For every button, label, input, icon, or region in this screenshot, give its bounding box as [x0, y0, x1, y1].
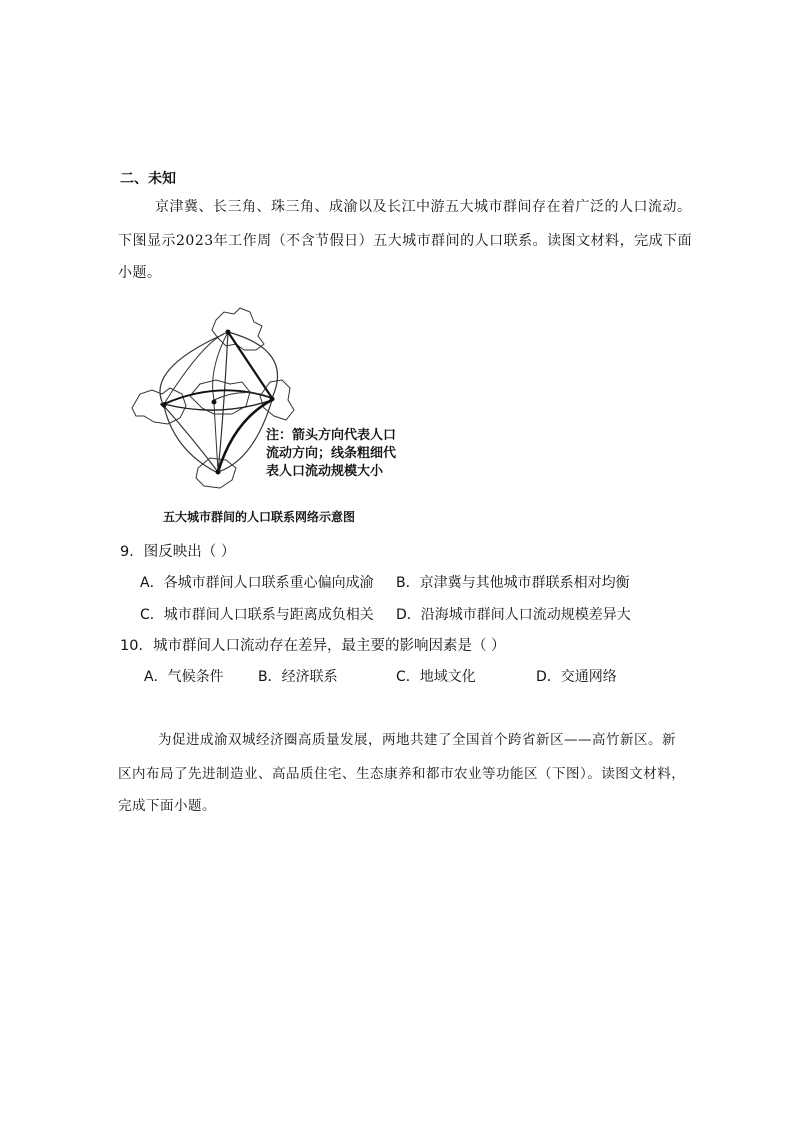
flow-link-csj-zsj — [218, 400, 272, 472]
q9-option-a[interactable]: A．各城市群间人口联系重心偏向成渝 — [140, 575, 374, 591]
q10-option-b[interactable]: B．经济联系 — [258, 669, 338, 685]
node-chengyu — [162, 403, 167, 408]
passage2-line-3: 完成下面小题。 — [118, 798, 216, 814]
node-changjiang — [212, 400, 217, 405]
q10-option-d[interactable]: D．交通网络 — [536, 669, 617, 685]
figure-note-line-1: 注：箭头方向代表人口 — [266, 428, 397, 443]
section-title: 二、未知 — [120, 171, 176, 187]
node-zhusanjiao — [216, 470, 221, 475]
q9-option-d[interactable]: D．沿海城市群间人口流动规模差异大 — [396, 607, 631, 623]
q10-option-a[interactable]: A．气候条件 — [144, 669, 224, 685]
population-network-figure — [124, 300, 397, 500]
region-chengyu-outline — [132, 388, 186, 424]
intro-line-3: 小题。 — [118, 265, 162, 281]
q10-option-c[interactable]: C．地域文化 — [396, 669, 476, 685]
passage2-line-1: 为促进成渝双城经济圈高质量发展，两地共建了全国首个跨省新区——高竹新区。新 — [158, 732, 676, 748]
flow-arc-bottom-right — [218, 400, 272, 472]
question-10-stem: 10．城市群间人口流动存在差异，最主要的影响因素是（ ） — [120, 638, 506, 654]
figure-caption: 五大城市群间的人口联系网络示意图 — [163, 510, 356, 524]
q9-option-c[interactable]: C．城市群间人口联系与距离成负相关 — [140, 607, 374, 623]
flow-link-cy-csj — [164, 390, 272, 404]
question-9-stem: 9．图反映出（ ） — [120, 544, 236, 560]
figure-note-line-2: 流动方向；线条粗细代 — [266, 446, 397, 461]
intro-line-2: 下图显示2023年工作周（不含节假日）五大城市群间的人口联系。读图文材料，完成下面 — [118, 233, 693, 249]
node-changsanjiao — [270, 397, 275, 402]
flow-link-jjj-csj — [228, 332, 272, 398]
passage2-line-2: 区内布局了先进制造业、高品质住宅、生态康养和都市农业等功能区（下图）。读图文材料， — [118, 766, 686, 782]
node-jingjinji — [226, 330, 231, 335]
flow-link-cy-csj-2 — [164, 400, 272, 410]
intro-line-1: 京津冀、长三角、珠三角、成渝以及长江中游五大城市群间存在着广泛的人口流动。 — [155, 199, 692, 215]
flow-link-cy-zsj — [164, 406, 218, 472]
figure-note-line-3: 表人口流动规模大小 — [266, 464, 384, 479]
q9-option-b[interactable]: B．京津冀与其他城市群联系相对均衡 — [396, 575, 630, 591]
